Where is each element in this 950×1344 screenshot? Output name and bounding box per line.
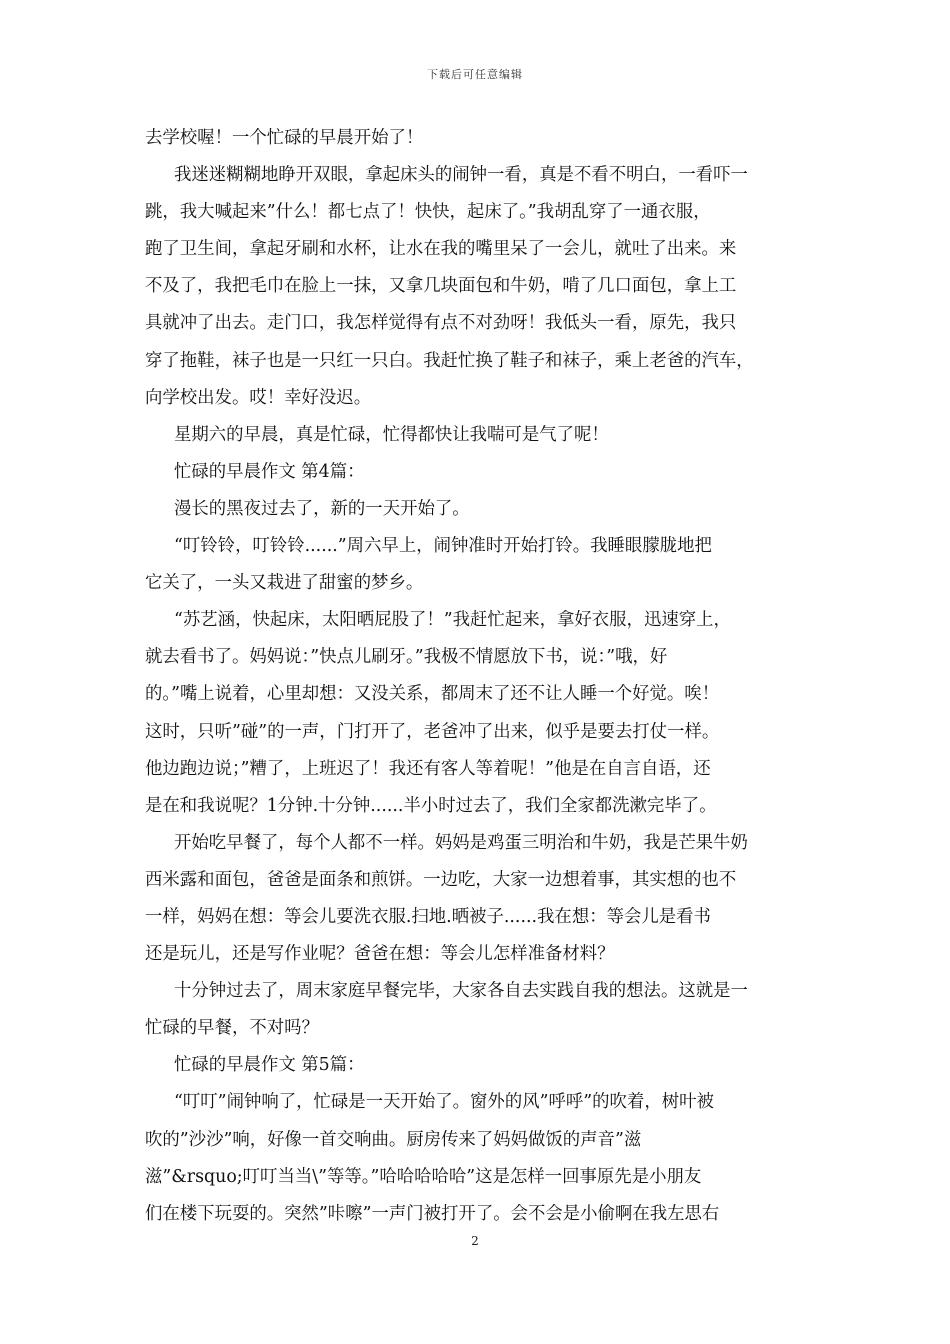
text-line: 漫长的黑夜过去了，新的一天开始了。	[174, 498, 470, 519]
text-line: 它关了，一头又栽进了甜蜜的梦乡。	[145, 573, 424, 594]
text-line: 忙碌的早餐，不对吗？	[145, 1018, 319, 1039]
page-number: 2	[471, 1234, 479, 1248]
text-line: 一样，妈妈在想：等会儿要洗衣服.扫地.晒被子......我在想：等会儿是看书	[145, 906, 711, 927]
text-line: 星期六的早晨，真是忙碌，忙得都快让我喘可是气了呢！	[174, 424, 609, 445]
text-line: 们在楼下玩耍的。突然”咔嚓”一声门被打开了。会不会是小偷啊在我左思右	[145, 1203, 720, 1224]
section-heading: 忙碌的早晨作文 第4篇：	[174, 461, 365, 482]
text-line: 这时，只听”碰”的一声，门打开了，老爸冲了出来，似乎是要去打仗一样。	[145, 721, 720, 742]
text-line: 滋”&rsquo;叮叮当当\”等等。”哈哈哈哈哈”这是怎样一回事原先是小朋友	[145, 1166, 702, 1187]
text-line: 是在和我说呢？1分钟.十分钟......半小时过去了，我们全家都洗漱完毕了。	[145, 795, 717, 816]
text-line: 他边跑边说；”糟了，上班迟了！我还有客人等着呢！”他是在自言自语，还	[145, 758, 711, 779]
text-line: 穿了拖鞋，袜子也是一只红一只白。我赶忙换了鞋子和袜子，乘上老爸的汽车，	[145, 350, 754, 371]
text-line: 的。”嘴上说着，心里却想：又没关系，都周末了还不让人睡一个好觉。唉！	[145, 684, 720, 705]
text-line: 向学校出发。哎！幸好没迟。	[145, 387, 372, 408]
text-line: 就去看书了。妈妈说：”快点儿刷牙。”我极不情愿放下书，说：”哦，好	[145, 647, 668, 668]
text-line: “叮叮”闹钟响了，忙碌是一天开始了。窗外的风”呼呼”的吹着，树叶被	[174, 1092, 714, 1113]
text-line: 具就冲了出去。走门口，我怎样觉得有点不对劲呀！我低头一看，原先，我只	[145, 313, 737, 334]
text-line: “叮铃铃，叮铃铃......”周六早上，闹钟准时开始打铃。我睡眼朦胧地把	[174, 536, 712, 557]
text-line: 跑了卫生间，拿起牙刷和水杯，让水在我的嘴里呆了一会儿，就吐了出来。来	[145, 239, 737, 260]
text-line: “苏艺涵，快起床，太阳晒屁股了！”我赶忙起来，拿好衣服，迅速穿上，	[174, 610, 731, 631]
text-line: 不及了，我把毛巾在脸上一抹，又拿几块面包和牛奶，啃了几口面包，拿上工	[145, 276, 737, 297]
text-line: 西米露和面包，爸爸是面条和煎饼。一边吃，大家一边想着事，其实想的也不	[145, 869, 737, 890]
section-heading: 忙碌的早晨作文 第5篇：	[174, 1055, 365, 1076]
text-line: 十分钟过去了，周末家庭早餐完毕，大家各自去实践自我的想法。这就是一	[174, 981, 748, 1002]
document-body	[145, 120, 805, 1233]
text-line: 我迷迷糊糊地睁开双眼，拿起床头的闹钟一看，真是不看不明白，一看吓一	[174, 165, 748, 186]
text-line: 开始吃早餐了，每个人都不一样。妈妈是鸡蛋三明治和牛奶，我是芒果牛奶	[174, 832, 748, 853]
text-line: 跳，我大喊起来”什么！都七点了！快快，起床了。”我胡乱穿了一通衣服，	[145, 202, 711, 223]
text-line: 吹的”沙沙”响，好像一首交响曲。厨房传来了妈妈做饭的声音”滋	[145, 1129, 642, 1150]
text-line: 还是玩儿，还是写作业呢？爸爸在想：等会儿怎样准备材料？	[145, 944, 615, 965]
page-header: 下载后可任意编辑	[427, 68, 523, 81]
text-line: 去学校喔！一个忙碌的早晨开始了！	[145, 128, 424, 148]
